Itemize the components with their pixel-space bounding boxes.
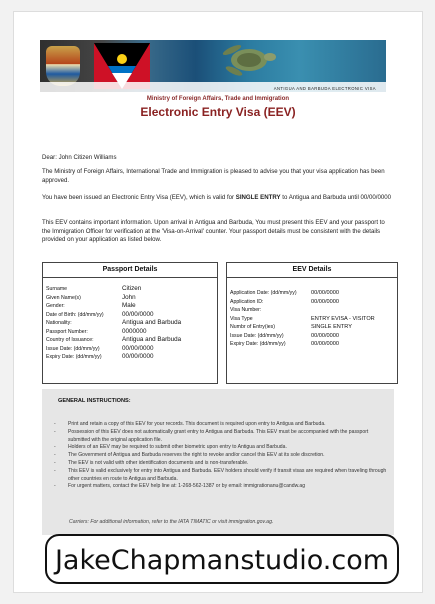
detail-value: Citizen [122, 285, 142, 292]
instruction-text: The EEV is not valid with other identification documents and is non-transferable. [68, 459, 249, 466]
detail-label: Issue Date: (dd/mm/yy) [46, 345, 100, 352]
eev-details-rows [227, 278, 397, 349]
bullet-dash: - [54, 444, 56, 451]
detail-label: Visa Number: [230, 307, 262, 313]
detail-value: 00/00/0000 [122, 353, 154, 360]
detail-label: Issue Date: (dd/mm/yy) [230, 332, 284, 339]
ministry-heading: Ministry of Foreign Affairs, Trade and Immigration [146, 96, 290, 102]
detail-row [43, 328, 217, 337]
header-banner [40, 40, 386, 92]
eev-details-box [226, 262, 398, 384]
eev-details-title: EEV Details [227, 263, 397, 278]
general-instructions-panel [42, 389, 394, 535]
detail-label: Application Date: (dd/mm/yy) [230, 290, 297, 296]
instruction-item [54, 483, 388, 491]
detail-value: 0000000 [122, 327, 147, 335]
validity-text-start: You have been issued an Electronic Entry Visa (EEV), which is valid for [42, 194, 236, 201]
document-title: Electronic Entry Visa (EEV) [140, 105, 296, 119]
coat-of-arms-icon [46, 46, 80, 86]
sea-turtle-icon [216, 42, 282, 78]
instructions-list [54, 421, 388, 491]
instruction-item [54, 452, 388, 460]
instruction-item [54, 468, 388, 484]
salutation: Dear: John Citizen Williams [42, 154, 117, 161]
detail-value: 00/00/0000 [311, 298, 339, 305]
detail-row [227, 306, 397, 315]
bullet-dash: - [54, 428, 56, 435]
detail-row [43, 311, 217, 320]
detail-row [43, 319, 217, 328]
detail-value: John [122, 293, 136, 301]
instruction-text: For urgent matters, contact the EEV help line at: 1-268-562-1387 or by email: immigrationanu@candw.ag [68, 483, 306, 490]
detail-label: Gender: [46, 303, 65, 309]
passport-details-rows [43, 278, 217, 362]
information-paragraph: This EEV contains important information. Upon arrival in Antigua and Barbuda, You must present this EEV and your passport to the Immigration Officer for verification at the 'Visa-on-Arrival' counter. Your passport details must be consistent with the details provided on your application as listed below. [42, 219, 385, 244]
detail-row [227, 323, 397, 332]
instruction-item [54, 460, 388, 468]
detail-label: Numbr of Entry(ies) [230, 324, 275, 330]
detail-value: 00/00/0000 [311, 290, 339, 296]
instruction-item [54, 444, 388, 452]
detail-value: 00/00/0000 [122, 310, 154, 318]
detail-label: Expiry Date: (dd/mm/yy) [230, 341, 286, 347]
detail-value: 00/00/0000 [311, 332, 339, 339]
watermark-banner: JakeChapmanstudio.com [45, 534, 399, 584]
instruction-text: The Government of Antigua and Barbuda reserves the right to revoke and/or cancel this EEV at its sole discretion. [68, 452, 325, 459]
detail-row [43, 336, 217, 345]
detail-row [43, 353, 217, 362]
detail-row [227, 289, 397, 298]
instruction-text: Print and retain a copy of this EEV for your records. This document is required upon entry to Antigua and Barbuda. [68, 421, 326, 427]
carriers-note: Carriers: For additional information, refer to the IATA TIMATIC or visit immigration.gov.ag. [69, 519, 274, 525]
detail-label: Surname [46, 286, 68, 292]
document-page [14, 12, 422, 592]
detail-row [227, 298, 397, 307]
instruction-text: Possession of this EEV does not automatically grant entry to Antigua and Barbuda. This EEV must be accompanied with the passport submitted with the original application file. [68, 428, 369, 443]
detail-row [43, 302, 217, 311]
passport-details-title: Passport Details [43, 263, 217, 278]
detail-row [43, 294, 217, 303]
detail-row [43, 345, 217, 354]
detail-value: SINGLE ENTRY [311, 324, 352, 330]
approval-paragraph: The Ministry of Foreign Affairs, International Trade and Immigration is pleased to advise you that your visa application has been approved. [42, 168, 385, 184]
detail-row [227, 332, 397, 341]
bullet-dash: - [54, 452, 56, 459]
instruction-item [54, 429, 388, 445]
detail-label: Given Name(s) [46, 294, 81, 301]
instruction-text: Holders of an EEV may be required to submit other biometric upon entry to Antigua and Barbuda. [68, 444, 287, 451]
bullet-dash: - [54, 467, 56, 474]
detail-label: Expiry Date: (dd/mm/yy) [46, 354, 102, 360]
detail-value: Male [122, 302, 136, 309]
detail-label: Application ID: [230, 298, 264, 305]
detail-row [227, 340, 397, 349]
instruction-item [54, 421, 388, 429]
detail-value: ENTRY EVISA - VISITOR [311, 315, 375, 322]
detail-label: Nationality: [46, 320, 72, 326]
detail-label: Passport Number: [46, 328, 88, 335]
detail-label: Date of Birth: (dd/mm/yy) [46, 311, 104, 318]
entry-type: SINGLE ENTRY [235, 194, 281, 201]
banner-caption: ANTIGUA AND BARBUDA ELECTRONIC VISA [273, 86, 376, 91]
bullet-dash: - [54, 459, 56, 466]
detail-value: Antigua and Barbuda [122, 319, 182, 326]
instruction-text: This EEV is valid exclusively for entry into Antigua and Barbuda. EEV holders should verify if transit visas are required when traveling through other countries en route to Antigua and Barbuda. [68, 467, 387, 482]
passport-details-box [42, 262, 218, 384]
bullet-dash: - [54, 483, 56, 490]
detail-label: Visa Type [230, 315, 253, 322]
bullet-dash: - [54, 421, 56, 427]
detail-label: Country of Issuance: [46, 337, 94, 343]
detail-row [43, 285, 217, 294]
detail-value: Antigua and Barbuda [122, 336, 182, 343]
detail-row [227, 315, 397, 324]
detail-value: 00/00/0000 [122, 344, 154, 352]
validity-paragraph [42, 194, 394, 203]
detail-value: 00/00/0000 [311, 341, 339, 347]
instructions-title: GENERAL INSTRUCTIONS: [58, 398, 131, 404]
validity-text-end: to Antigua and Barbuda until 00/00/0000 [280, 194, 392, 201]
